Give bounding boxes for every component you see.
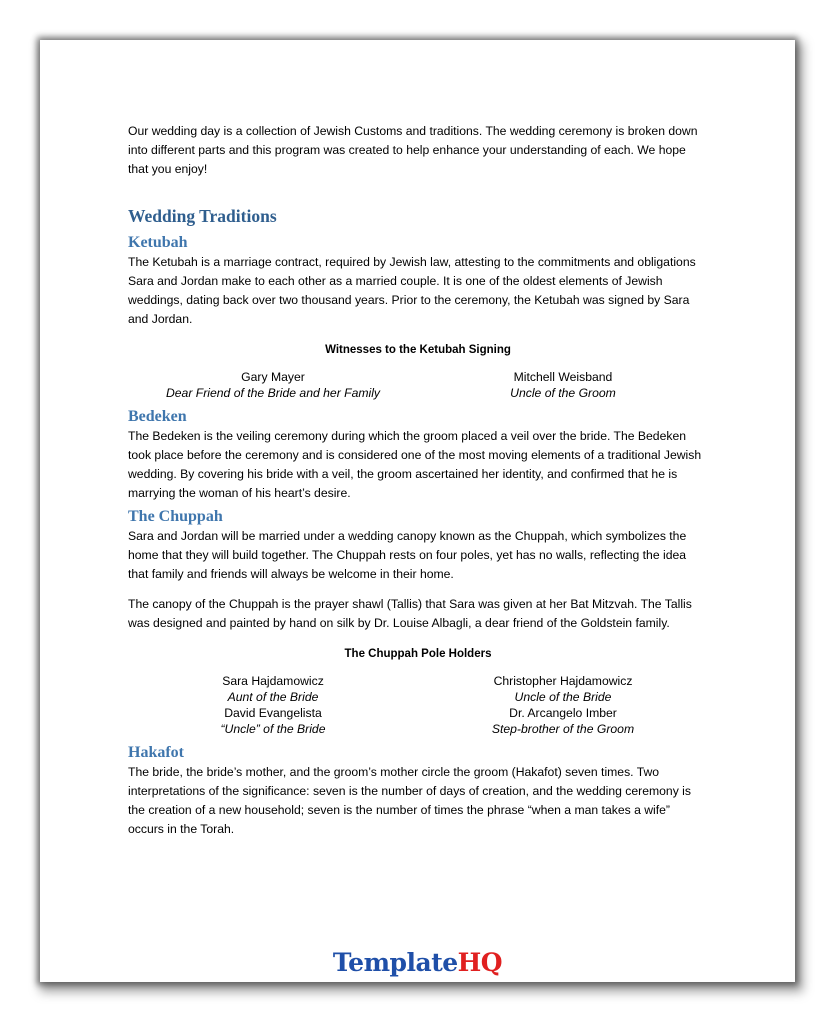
ketubah-heading: Ketubah <box>128 234 188 251</box>
page-title: Wedding Traditions <box>128 206 277 226</box>
pole-holders-right <box>418 673 708 737</box>
holder-name: Dr. Arcangelo Imber <box>509 706 617 720</box>
holder-role: “Uncle” of the Bride <box>220 722 326 736</box>
pole-holders-caption: The Chuppah Pole Holders <box>344 648 492 660</box>
holder-name: Christopher Hajdamowicz <box>493 674 633 688</box>
witnesses-caption: Witnesses to the Ketubah Signing <box>325 344 511 356</box>
witness-name: Gary Mayer <box>241 370 305 384</box>
witness-role: Uncle of the Groom <box>510 386 616 400</box>
holder-role: Step-brother of the Groom <box>491 722 635 736</box>
holder-name: David Evangelista <box>224 706 322 720</box>
holder-role: Uncle of the Bride <box>514 690 612 704</box>
ketubah-paragraph: The Ketubah is a marriage contract, required by Jewish law, attesting to the commitments and obligations Sara and Jordan make to each other as a married couple. It is one of the oldest elements of Jewish weddings, dating back over two thousand years. Prior to the ceremony, the Ketubah was signed by Sara and Jordan. <box>128 255 696 326</box>
bedeken-paragraph: The Bedeken is the veiling ceremony during which the groom placed a veil over the bride. The Bedeken took place before the ceremony and is considered one of the most moving elements of a traditional Jewish wedding. By covering his bride with a veil, the groom ascertained her identity, and confirmed that he is marrying the woman of his heart’s desire. <box>128 429 702 500</box>
pole-holders-left <box>128 673 418 737</box>
chuppah-paragraph-2: The canopy of the Chuppah is the prayer shawl (Tallis) that Sara was given at her Bat Mitzvah. The Tallis was designed and painted by hand on silk by Dr. Louise Albagli, a dear friend of the Goldstein family. <box>128 597 692 630</box>
holder-role: Aunt of the Bride <box>227 690 319 704</box>
hakafot-heading: Hakafot <box>128 744 184 761</box>
chuppah-heading: The Chuppah <box>128 508 223 525</box>
witness-name: Mitchell Weisband <box>513 370 613 384</box>
templatehq-logo <box>40 948 795 978</box>
logo-part-template: Template <box>332 948 458 977</box>
page-content <box>128 122 708 839</box>
witness-role: Dear Friend of the Bride and her Family <box>165 386 381 400</box>
witness-left <box>128 369 418 401</box>
witnesses-list <box>128 369 708 401</box>
witness-right <box>418 369 708 401</box>
bedeken-heading: Bedeken <box>128 408 187 425</box>
document-page <box>40 40 795 982</box>
intro-paragraph: Our wedding day is a collection of Jewish Customs and traditions. The wedding ceremony is broken down into different parts and this program was created to help enhance your understanding of each. We hope that you enjoy! <box>128 124 698 176</box>
hakafot-paragraph: The bride, the bride’s mother, and the groom’s mother circle the groom (Hakafot) seven times. Two interpretations of the significance: seven is the number of days of creation, and the wedding ceremony is the creation of a new household; seven is the number of times the phrase “when a man takes a wife” occurs in the Torah. <box>128 765 691 836</box>
pole-holders-list <box>128 673 708 737</box>
chuppah-paragraph-1: Sara and Jordan will be married under a wedding canopy known as the Chuppah, which symbolizes the home that they will build together. The Chuppah rests on four poles, yet has no walls, reflecting the idea that family and friends will always be welcome in their home. <box>128 529 687 581</box>
holder-name: Sara Hajdamowicz <box>222 674 324 688</box>
logo-part-hq: HQ <box>457 948 503 977</box>
